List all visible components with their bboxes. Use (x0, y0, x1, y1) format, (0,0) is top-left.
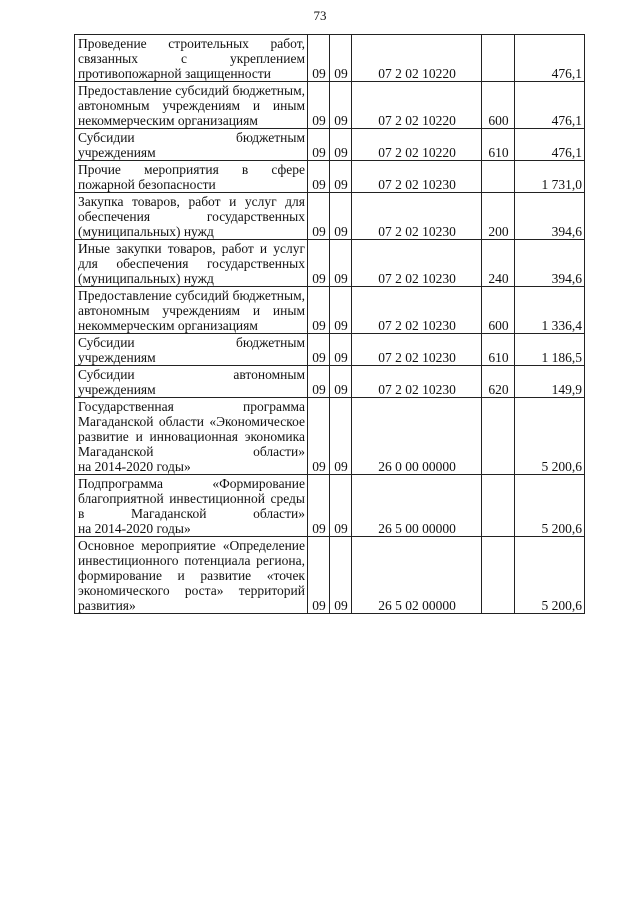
amount-cell: 5 200,6 (515, 398, 585, 475)
row-name (75, 193, 308, 240)
table-row (75, 193, 585, 240)
row-name-line: Закупка товаров, работ и услуг (78, 194, 277, 209)
row-name-line: на 2014-2020 годы» (78, 459, 191, 474)
table-row (75, 240, 585, 287)
target-article-cell: 07 2 02 10230 (352, 193, 482, 240)
row-name-line: бюджетным, автономным (78, 288, 305, 318)
row-name-line: и услуг для обеспечения (78, 241, 305, 271)
row-name-line: учреждениям и иным (162, 98, 305, 113)
row-name (75, 129, 308, 161)
table-row (75, 398, 585, 475)
row-name-line: на 2014-2020 годы» (78, 521, 191, 536)
section-code-cell: 09 (308, 161, 330, 193)
row-name-line: Субсидии бюджетным (78, 130, 305, 145)
row-name-line: (муниципальных) нужд (78, 271, 214, 286)
amount-cell: 5 200,6 (515, 475, 585, 537)
subsection-code-cell: 09 (330, 35, 352, 82)
row-name-line: Магаданской области (78, 414, 204, 429)
expense-type-cell: 200 (482, 193, 515, 240)
expense-type-cell: 240 (482, 240, 515, 287)
expense-type-cell (482, 398, 515, 475)
row-name-line: государственных (206, 256, 305, 271)
target-article-cell: 26 5 02 00000 (352, 537, 482, 614)
table-row (75, 537, 585, 614)
row-name-line: Проведение строительных работ, (78, 36, 305, 51)
row-name-line: (муниципальных) нужд (78, 224, 214, 239)
expense-type-cell (482, 161, 515, 193)
row-name-line: некоммерческим организациям (78, 318, 258, 333)
subsection-code-cell: 09 (330, 161, 352, 193)
amount-cell: 394,6 (515, 240, 585, 287)
section-code-cell: 09 (308, 287, 330, 334)
section-code-cell: 09 (308, 82, 330, 129)
table-row (75, 129, 585, 161)
row-name (75, 161, 308, 193)
row-name-line: учреждениям (78, 382, 156, 397)
row-name-line: Предоставление субсидий (78, 288, 230, 303)
table-row (75, 366, 585, 398)
amount-cell: 476,1 (515, 82, 585, 129)
row-name (75, 537, 308, 614)
expense-type-cell: 610 (482, 334, 515, 366)
row-name-line: Государственная программа (78, 399, 305, 414)
row-name (75, 82, 308, 129)
row-name-line: для обеспечения государственных (78, 194, 305, 224)
row-name (75, 366, 308, 398)
row-name (75, 287, 308, 334)
subsection-code-cell: 09 (330, 475, 352, 537)
expense-type-cell: 600 (482, 287, 515, 334)
target-article-cell: 07 2 02 10230 (352, 240, 482, 287)
row-name-line: Подпрограмма «Формирование (78, 476, 305, 491)
table-row (75, 35, 585, 82)
amount-cell: 1 336,4 (515, 287, 585, 334)
row-name-line: развития» (78, 598, 136, 613)
amount-cell: 476,1 (515, 129, 585, 161)
row-name (75, 475, 308, 537)
amount-cell: 5 200,6 (515, 537, 585, 614)
amount-cell: 149,9 (515, 366, 585, 398)
section-code-cell: 09 (308, 334, 330, 366)
expense-type-cell: 600 (482, 82, 515, 129)
expense-type-cell: 610 (482, 129, 515, 161)
amount-cell: 1 186,5 (515, 334, 585, 366)
row-name (75, 398, 308, 475)
row-name-line: потенциала региона, (184, 553, 305, 568)
table-row (75, 334, 585, 366)
row-name (75, 334, 308, 366)
subsection-code-cell: 09 (330, 193, 352, 240)
row-name-line: и инновационная экономика (135, 429, 306, 444)
section-code-cell: 09 (308, 537, 330, 614)
target-article-cell: 07 2 02 10230 (352, 287, 482, 334)
target-article-cell: 26 5 00 00000 (352, 475, 482, 537)
row-name (75, 35, 308, 82)
row-name-line: связанных с укреплением (78, 51, 305, 66)
row-name-line: учреждениям и иным (162, 303, 305, 318)
amount-cell: 1 731,0 (515, 161, 585, 193)
row-name-line: Субсидии автономным (78, 367, 305, 382)
row-name-line: Предоставление субсидий (78, 83, 230, 98)
table-row (75, 161, 585, 193)
amount-cell: 394,6 (515, 193, 585, 240)
expense-type-cell (482, 35, 515, 82)
expense-type-cell (482, 537, 515, 614)
row-name-line: формирование и развитие «точек (78, 568, 305, 583)
row-name-line: Иные закупки товаров, работ (78, 241, 254, 256)
target-article-cell: 07 2 02 10230 (352, 334, 482, 366)
page-number: 73 (313, 8, 327, 23)
target-article-cell: 07 2 02 10220 (352, 82, 482, 129)
target-article-cell: 07 2 02 10220 (352, 35, 482, 82)
row-name-line: экономического роста» территорий (78, 583, 305, 598)
section-code-cell: 09 (308, 240, 330, 287)
row-name-line: учреждениям (78, 350, 156, 365)
expense-type-cell: 620 (482, 366, 515, 398)
row-name-line: бюджетным, автономным (78, 83, 305, 113)
target-article-cell: 07 2 02 10220 (352, 129, 482, 161)
target-article-cell: 26 0 00 00000 (352, 398, 482, 475)
subsection-code-cell: 09 (330, 129, 352, 161)
row-name (75, 240, 308, 287)
target-article-cell: 07 2 02 10230 (352, 161, 482, 193)
row-name-line: некоммерческим организациям (78, 113, 258, 128)
section-code-cell: 09 (308, 475, 330, 537)
row-name-line: Основное мероприятие (78, 538, 216, 553)
subsection-code-cell: 09 (330, 82, 352, 129)
section-code-cell: 09 (308, 193, 330, 240)
row-name-line: Магаданской области» (78, 444, 305, 459)
table-row (75, 82, 585, 129)
subsection-code-cell: 09 (330, 366, 352, 398)
section-code-cell: 09 (308, 35, 330, 82)
section-code-cell: 09 (308, 129, 330, 161)
target-article-cell: 07 2 02 10230 (352, 366, 482, 398)
section-code-cell: 09 (308, 398, 330, 475)
row-name-line: пожарной безопасности (78, 177, 216, 192)
subsection-code-cell: 09 (330, 287, 352, 334)
table-row (75, 475, 585, 537)
row-name-line: благоприятной инвестиционной (78, 491, 266, 506)
table-row (75, 287, 585, 334)
row-name-line: «Экономическое развитие (78, 414, 305, 444)
subsection-code-cell: 09 (330, 334, 352, 366)
expense-type-cell (482, 475, 515, 537)
subsection-code-cell: 09 (330, 240, 352, 287)
subsection-code-cell: 09 (330, 398, 352, 475)
row-name-line: «Определение инвестиционного (78, 538, 306, 568)
amount-cell: 476,1 (515, 35, 585, 82)
row-name-line: противопожарной защищенности (78, 66, 271, 81)
row-name-line: среды в Магаданской области» (78, 491, 305, 521)
section-code-cell: 09 (308, 366, 330, 398)
subsection-code-cell: 09 (330, 537, 352, 614)
row-name-line: Прочие мероприятия в сфере (78, 162, 305, 177)
row-name-line: Субсидии бюджетным (78, 335, 305, 350)
budget-table (74, 34, 585, 614)
row-name-line: учреждениям (78, 145, 156, 160)
